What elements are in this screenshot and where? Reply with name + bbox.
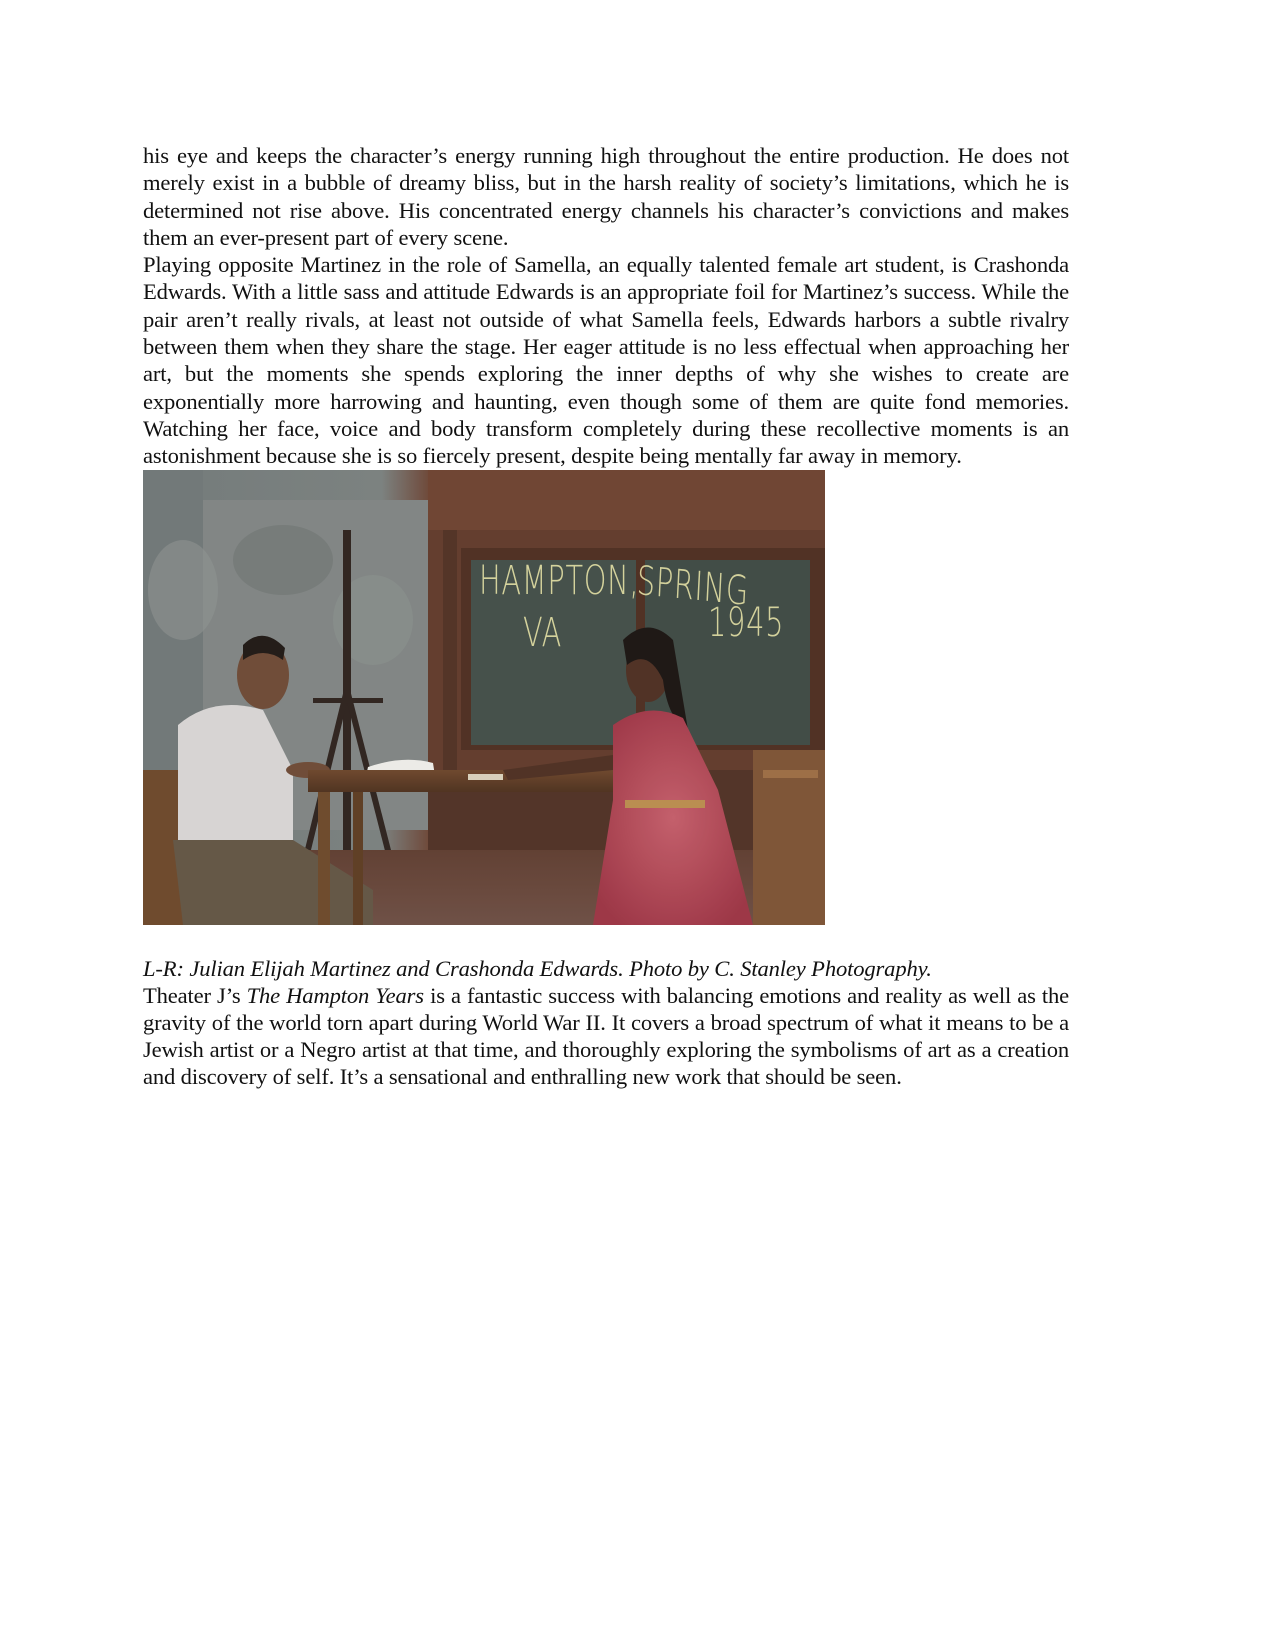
document-page [143,142,1069,1091]
conclusion-body: is a fantastic success with balancing emotions and reality as well as the gravity of the world torn apart during World War II. It covers a broad spectrum of what it means to be a Jewish artist or a Negro artist at that time, and thoroughly exploring the symbolisms of art as a creation and discovery of self. It’s a sensational and enthralling new work that should be seen. [143,982,1069,1090]
chalkboard-text-hampton: HAMPTON, [479,557,640,604]
stage-scene-image [143,470,825,925]
paragraph-edwards-samella: Playing opposite Martinez in the role of Samella, an equally talented female art student, is Crashonda Edwards. With a little sass and attitude Edwards is an appropriate foil for Martinez’s success. While the pair aren’t really rivals, at least not outside of what Samella feels, Edwards harbors a subtle rivalry between them when they share the stage. Her eager attitude is no less effectual when approaching her art, but the moments she spends exploring the inner depths of why she wishes to create are exponentially more harrowing and haunting, even though some of them are quite fond memories. Watching her face, voice and body transform completely during these recollective moments is an astonishment because she is so fiercely present, despite being mentally far away in memory. [143,252,1069,469]
photo-caption: L-R: Julian Elijah Martinez and Crashonda Edwards. Photo by C. Stanley Photography. [143,955,932,981]
paragraph-conclusion [143,982,1069,1091]
play-title: The Hampton Years [246,982,424,1008]
paragraph-martinez-energy: his eye and keeps the character’s energy running high throughout the entire production. He does not merely exist in a bubble of dreamy bliss, but in the harsh reality of society’s limitations, which he is determined not rise above. His concentrated energy channels his character’s convictions and makes them an ever-present part of every scene. [143,143,1069,250]
production-photo [143,470,825,925]
chalkboard-text-spring: SPRING [635,557,751,615]
chalkboard-text-va: VA [523,609,563,656]
chalkboard-text-year: 1945 [708,599,785,646]
conclusion-prefix: Theater J’s [143,982,247,1008]
